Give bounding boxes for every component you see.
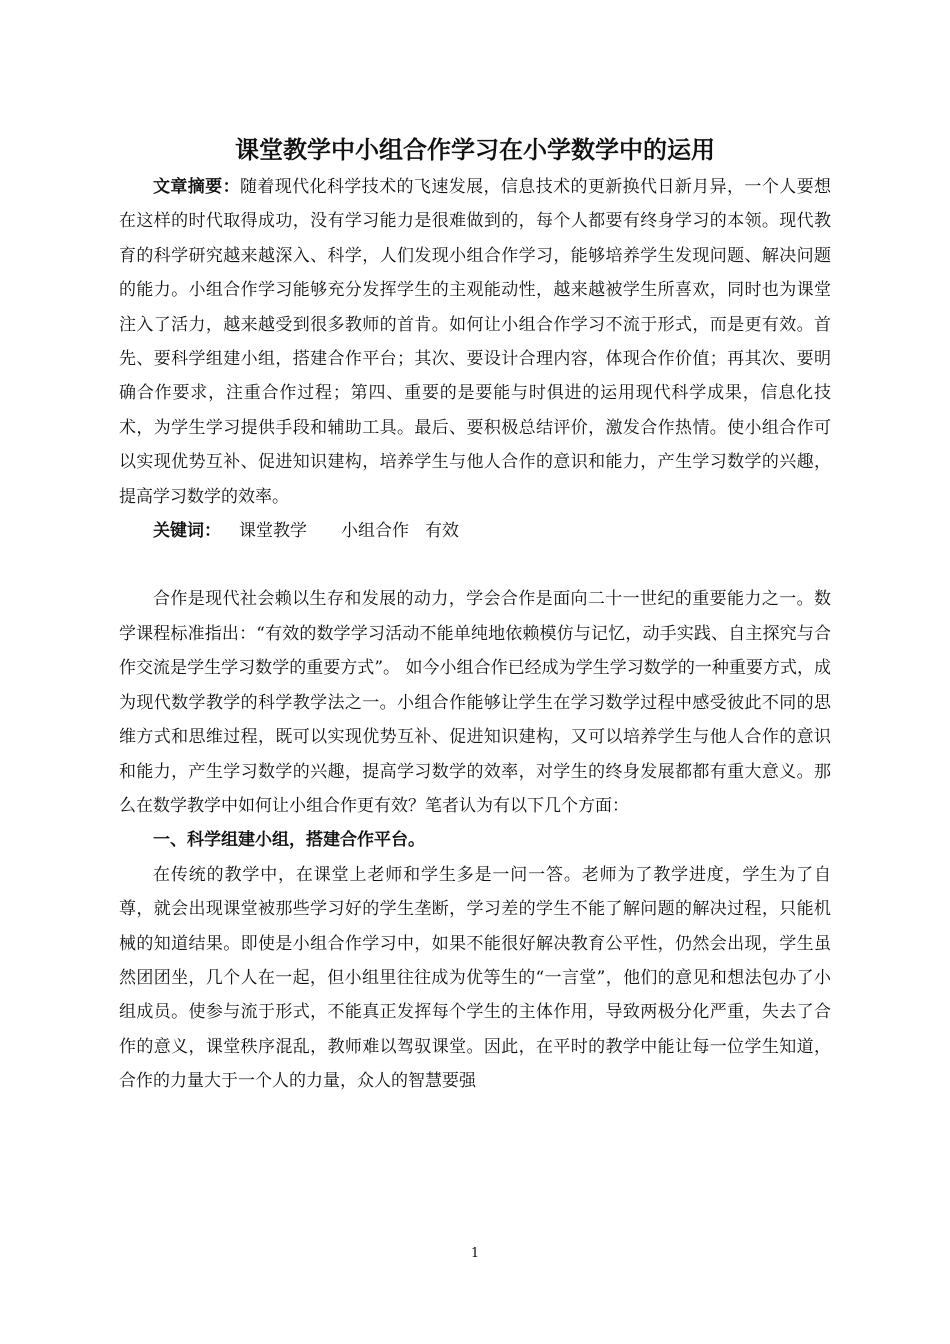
keyword-item: 课堂教学 [239,521,307,542]
keyword-item: 小组合作 [341,521,409,542]
abstract-paragraph [119,170,831,514]
section-heading: 一、科学组建小组，搭建合作平台。 [153,830,425,851]
abstract-text: 随着现代化科学技术的飞速发展，信息技术的更新换代日新月异，一个人要想在这样的时代取得成功，没有学习能力是很难做到的，每个人都要有终身学习的本领。现代教育的科学研究越来越深入、科学，人们发现小组合作学习，能够培养学生发现问题、解决问题的能力。小组合作学习能够充分发挥学生的主观能动性，越来越被学生所喜欢，同时也为课堂注入了活力，越来越受到很多教师的首肯。如何让小组合作学习不流于形式，而是更有效。首先、要科学组建小组，搭建合作平台；其次、要设计合理内容，体现合作价值；再其次、要明确合作要求，注重合作过程；第四、重要的是要能与时俱进的运用现代科学成果，信息化技术，为学生学习提供手段和辅助工具。最后、要积极总结评价，激发合作热情。使小组合作可以实现优势互补、促进知识建构，培养学生与他人合作的意识和能力，产生学习数学的兴趣，提高学习数学的效率。 [119,177,832,507]
intro-paragraph: 合作是现代社会赖以生存和发展的动力，学会合作是面向二十一世纪的重要能力之一。数学课程标准指出：“有效的数学学习活动不能单纯地依赖模仿与记忆，动手实践、自主探究与合作交流是学生学习数学的重要方式”。 如今小组合作已经成为学生学习数学的一种重要方式，成为现代数学教学的科学教学法之一。小组合作能够让学生在学习数学过程中感受彼此不同的思维方式和思维过程，既可以实现优势互补、促进知识建构，又可以培养学生与他人合作的意识和能力，产生学习数学的兴趣，提高学习数学的效率，对学生的终身发展都都有重大意义。那么在数学教学中如何让小组合作更有效？笔者认为有以下几个方面： [119,589,831,816]
page-number: 1 [470,1246,480,1261]
abstract-label: 文章摘要： [153,177,240,197]
blank-line [119,548,831,582]
document-title: 课堂教学中小组合作学习在小学数学中的运用 [235,136,715,164]
document-body [119,170,831,1099]
keywords-line [119,514,831,548]
keyword-item: 有效 [425,521,459,542]
section-paragraph: 在传统的教学中，在课堂上老师和学生多是一问一答。老师为了教学进度，学生为了自尊，就会出现课堂被那些学习好的学生垄断，学习差的学生不能了解问题的解决过程，只能机械的知道结果。即使是小组合作学习中，如果不能很好解决教育公平性，仍然会出现，学生虽然团团坐，几个人在一起，但小组里往往成为优等生的“一言堂”，他们的意见和想法包办了小组成员。使参与流于形式，不能真正发挥每个学生的主体作用，导致两极分化严重，失去了合作的意义，课堂秩序混乱，教师难以驾驭课堂。因此，在平时的教学中能让每一位学生知道，合作的力量大于一个人的力量，众人的智慧要强 [119,864,831,1092]
keywords-label: 关键词： [153,521,221,542]
